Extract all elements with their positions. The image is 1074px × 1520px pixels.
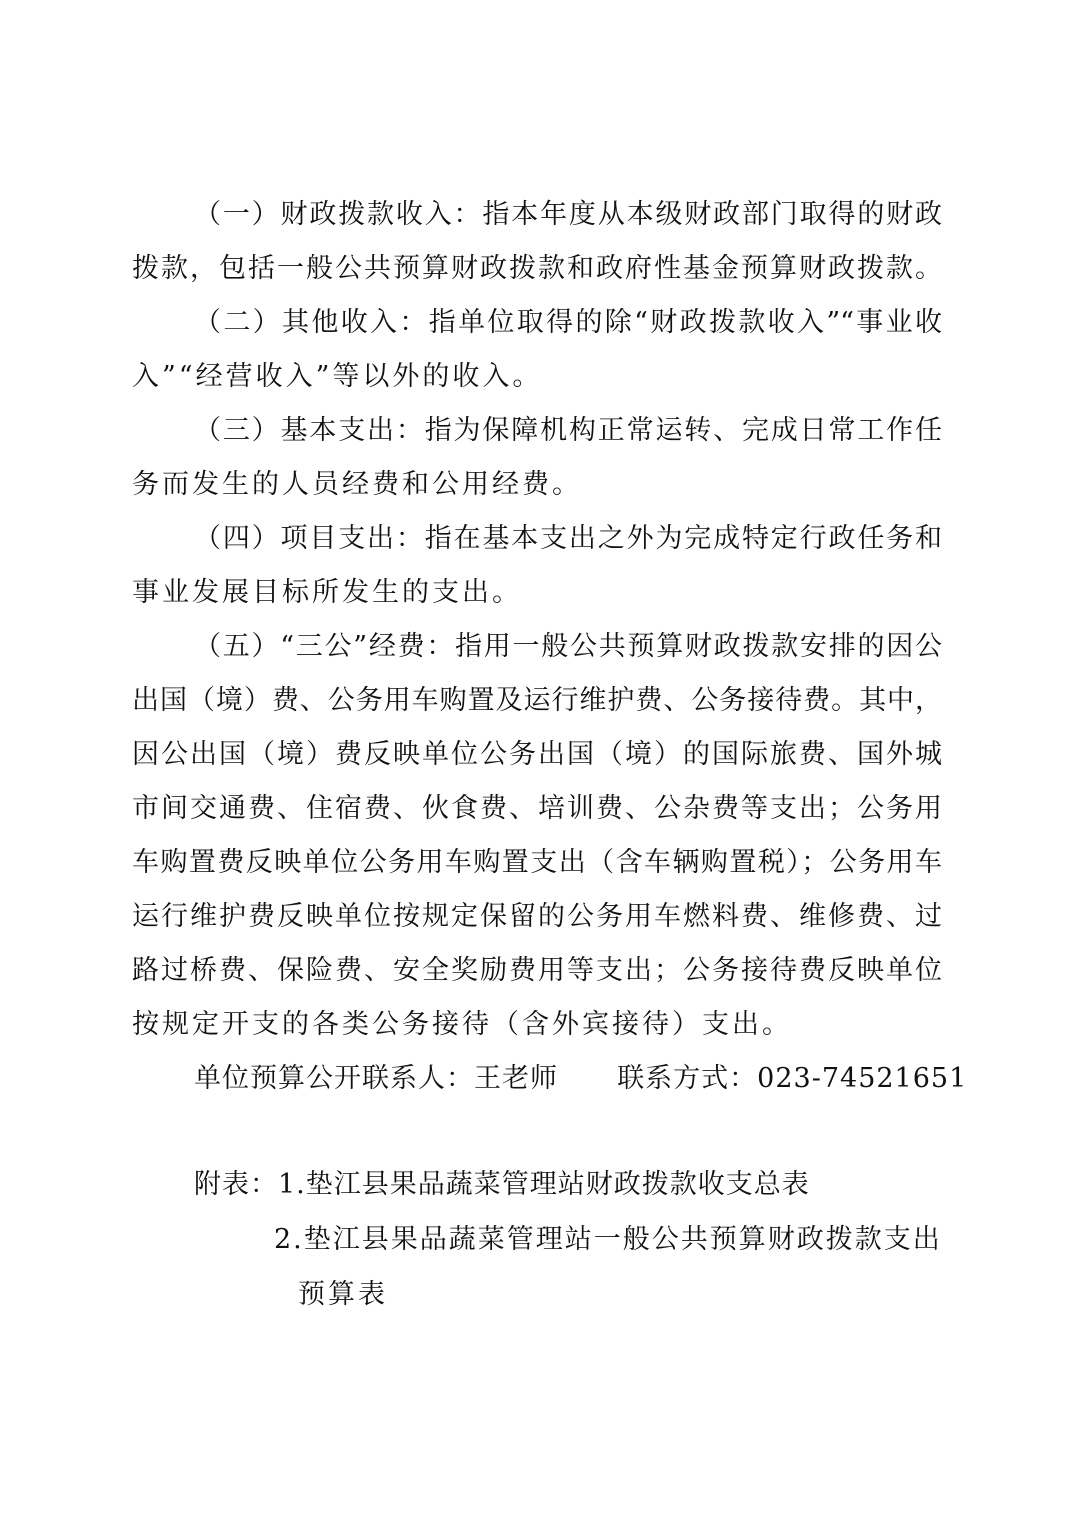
attachment-line <box>132 1158 942 1212</box>
document-page <box>132 188 968 1322</box>
text-line: 路过桥费、保险费、安全奖励费用等支出；公务接待费反映单位 <box>132 955 942 986</box>
text-line: （一）财政拨款收入：指本年度从本级财政部门取得的财政 <box>194 199 942 230</box>
paragraph-basic-expenditure <box>132 404 942 512</box>
attachment-item-continued: 预算表 <box>298 1279 388 1310</box>
text-line: 按规定开支的各类公务接待（含外宾接待）支出。 <box>132 1009 792 1040</box>
text-line: 入”“经营收入”等以外的收入。 <box>132 361 543 392</box>
text-line: 车购置费反映单位公务用车购置支出（含车辆购置税）；公务用车 <box>132 847 942 878</box>
paragraph-three-public-expenses <box>132 620 942 1052</box>
text-line: （四）项目支出：指在基本支出之外为完成特定行政任务和 <box>194 523 942 554</box>
attachments <box>132 1158 942 1322</box>
text-line: 务而发生的人员经费和公用经费。 <box>132 469 582 500</box>
paragraph-fiscal-income <box>132 188 942 296</box>
text-line: 拨款，包括一般公共预算财政拨款和政府性基金预算财政拨款。 <box>132 253 942 284</box>
text-line: （三）基本支出：指为保障机构正常运转、完成日常工作任 <box>194 415 942 446</box>
contact-person: 单位预算公开联系人：王老师 <box>194 1063 558 1094</box>
attachment-item: 2.垫江县果品蔬菜管理站一般公共预算财政拨款支出 <box>274 1224 942 1255</box>
text-line: 因公出国（境）费反映单位公务出国（境）的国际旅费、国外城 <box>132 739 942 770</box>
text-line: 市间交通费、住宿费、伙食费、培训费、公杂费等支出；公务用 <box>132 793 942 824</box>
text-line: 出国（境）费、公务用车购置及运行维护费、公务接待费。其中， <box>132 685 942 716</box>
attachment-item: 1.垫江县果品蔬菜管理站财政拨款收支总表 <box>278 1169 810 1200</box>
contact-phone: 联系方式：023-74521651 <box>617 1063 968 1094</box>
text-line: 运行维护费反映单位按规定保留的公务用车燃料费、维修费、过 <box>132 901 942 932</box>
paragraph-project-expenditure <box>132 512 942 620</box>
paragraph-other-income <box>132 296 942 404</box>
text-line: （二）其他收入：指单位取得的除“财政拨款收入”“事业收 <box>194 307 942 338</box>
attachments-label: 附表： <box>194 1169 278 1200</box>
contact-line <box>132 1052 968 1106</box>
text-line: 事业发展目标所发生的支出。 <box>132 577 522 608</box>
text-line: （五）“三公”经费：指用一般公共预算财政拨款安排的因公 <box>194 631 942 662</box>
